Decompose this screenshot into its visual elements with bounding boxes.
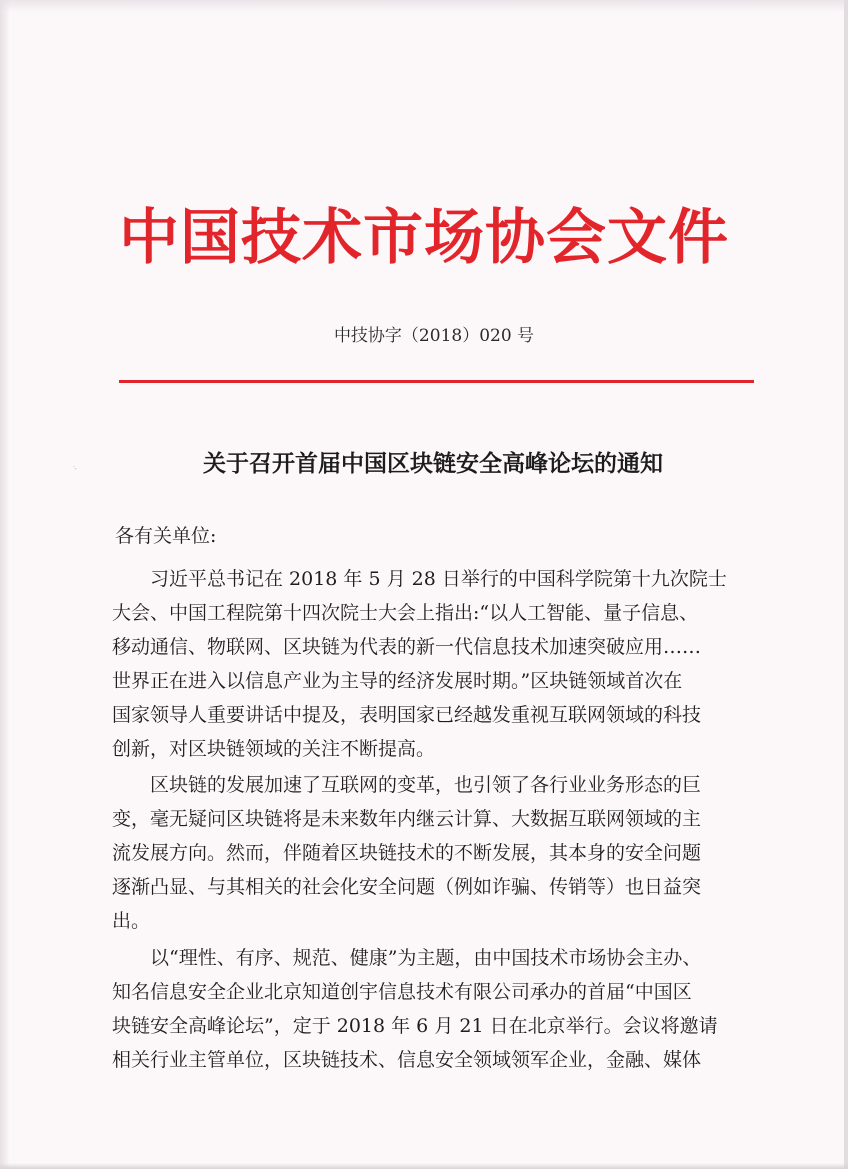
- paragraph-3-line-2: 知名信息安全企业北京知道创宇信息技术有限公司承办的首届“中国区: [112, 981, 692, 1003]
- paragraph-2-line-4: 逐渐凸显、与其相关的社会化安全问题（例如诈骗、传销等）也日益突: [112, 876, 702, 898]
- scan-edge-top: [0, 0, 848, 12]
- paragraph-1-line-5: 国家领导人重要讲话中提及，表明国家已经越发重视互联网领域的科技: [112, 704, 702, 726]
- paragraph-1-line-4: 世界正在进入以信息产业为主导的经济发展时期。”区块链领域首次在: [112, 670, 683, 692]
- scan-edge-left: [0, 0, 10, 1169]
- paragraph-3-line-4: 相关行业主管单位，区块链技术、信息安全领域领军企业，金融、媒体: [112, 1049, 702, 1071]
- salutation: 各有关单位:: [115, 525, 217, 547]
- organization-title: 中国技术市场协会文件: [119, 203, 729, 273]
- paragraph-1-line-1: 习近平总书记在 2018 年 5 月 28 日举行的中国科学院第十九次院士: [150, 568, 727, 590]
- red-divider-line: [119, 380, 754, 383]
- scan-speck: ·,: [73, 464, 77, 471]
- paragraph-3-line-3: 块链安全高峰论坛”，定于 2018 年 6 月 21 日在北京举行。会议将邀请: [112, 1015, 718, 1037]
- paragraph-1-line-2: 大会、中国工程院第十四次院士大会上指出:“以人工智能、量子信息、: [112, 602, 699, 624]
- paragraph-1-line-3: 移动通信、物联网、区块链为代表的新一代信息技术加速突破应用……: [112, 636, 702, 658]
- notice-title: 关于召开首届中国区块链安全高峰论坛的通知: [203, 451, 663, 477]
- scan-edge-bottom: [0, 1163, 848, 1169]
- paragraph-1-line-6: 创新，对区块链领域的关注不断提高。: [112, 738, 436, 760]
- document-number: 中技协字（2018）020 号: [333, 326, 535, 346]
- paragraph-2-line-3: 流发展方向。然而，伴随着区块链技术的不断发展，其本身的安全问题: [112, 842, 702, 864]
- paragraph-3-line-1: 以“理性、有序、规范、健康”为主题，由中国技术市场协会主办、: [150, 947, 702, 969]
- paragraph-2-line-2: 变，毫无疑问区块链将是未来数年内继云计算、大数据互联网领域的主: [112, 808, 702, 830]
- paragraph-2-line-5: 出。: [112, 910, 151, 932]
- paragraph-2-line-1: 区块链的发展加速了互联网的变革，也引领了各行业业务形态的巨: [150, 774, 702, 796]
- scan-edge-right: [844, 0, 848, 1169]
